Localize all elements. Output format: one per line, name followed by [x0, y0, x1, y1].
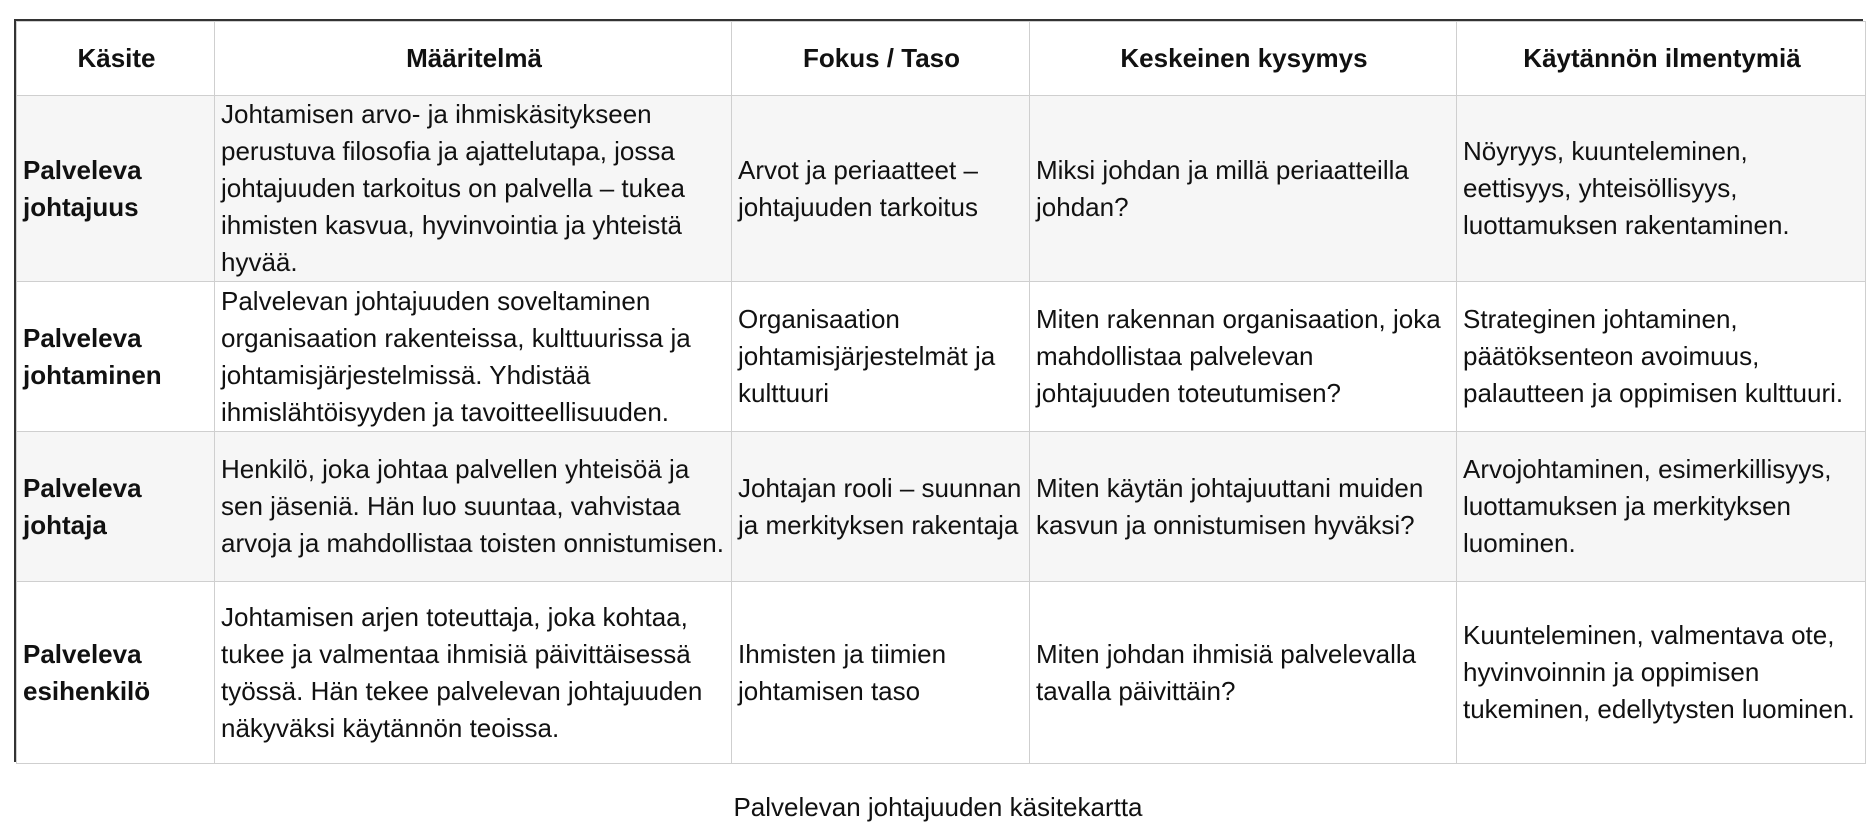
header-term: Käsite [17, 22, 215, 96]
cell-focus: Arvot ja periaatteet – johtajuuden tarkoitus [732, 96, 1030, 282]
header-focus: Fokus / Taso [732, 22, 1030, 96]
table-row [17, 582, 1866, 764]
cell-question: Miksi johdan ja millä periaatteilla johdan? [1030, 96, 1457, 282]
table-header-row [17, 22, 1866, 96]
cell-focus: Johtajan rooli – suunnan ja merkityksen rakentaja [732, 432, 1030, 582]
cell-practice: Strateginen johtaminen, päätöksenteon avoimuus, palautteen ja oppimisen kulttuuri. [1457, 282, 1866, 432]
table-caption: Palvelevan johtajuuden käsitekartta [733, 792, 1143, 822]
cell-term: Palveleva johtaminen [17, 282, 215, 432]
cell-practice: Arvojohtaminen, esimerkillisyys, luottamuksen ja merkityksen luominen. [1457, 432, 1866, 582]
cell-definition: Palvelevan johtajuuden soveltaminen organisaation rakenteissa, kulttuurissa ja johtamisjärjestelmissä. Yhdistää ihmislähtöisyyden ja tavoitteellisuuden. [215, 282, 732, 432]
cell-question: Miten johdan ihmisiä palvelevalla tavalla päivittäin? [1030, 582, 1457, 764]
cell-question: Miten käytän johtajuuttani muiden kasvun ja onnistumisen hyväksi? [1030, 432, 1457, 582]
cell-term: Palveleva johtaja [17, 432, 215, 582]
cell-definition: Johtamisen arvo- ja ihmiskäsitykseen perustuva filosofia ja ajattelutapa, jossa johtajuuden tarkoitus on palvella – tukea ihmisten kasvua, hyvinvointia ja yhteistä hyvää. [215, 96, 732, 282]
table-row [17, 282, 1866, 432]
cell-focus: Organisaation johtamisjärjestelmät ja kulttuuri [732, 282, 1030, 432]
cell-question: Miten rakennan organisaation, joka mahdollistaa palvelevan johtajuuden toteutumisen? [1030, 282, 1457, 432]
cell-definition: Henkilö, joka johtaa palvellen yhteisöä ja sen jäseniä. Hän luo suuntaa, vahvistaa arvoja ja mahdollistaa toisten onnistumisen. [215, 432, 732, 582]
header-question: Keskeinen kysymys [1030, 22, 1457, 96]
table-row [17, 96, 1866, 282]
header-practice: Käytännön ilmentymiä [1457, 22, 1866, 96]
cell-definition: Johtamisen arjen toteuttaja, joka kohtaa, tukee ja valmentaa ihmisiä päivittäisessä työssä. Hän tekee palvelevan johtajuuden näkyväksi käytännön teoissa. [215, 582, 732, 764]
cell-term: Palveleva johtajuus [17, 96, 215, 282]
cell-term: Palveleva esihenkilö [17, 582, 215, 764]
cell-practice: Nöyryys, kuunteleminen, eettisyys, yhteisöllisyys, luottamuksen rakentaminen. [1457, 96, 1866, 282]
cell-focus: Ihmisten ja tiimien johtamisen taso [732, 582, 1030, 764]
table-row [17, 432, 1866, 582]
concept-table [16, 21, 1866, 764]
cell-practice: Kuunteleminen, valmentava ote, hyvinvoinnin ja oppimisen tukeminen, edellytysten luominen. [1457, 582, 1866, 764]
header-definition: Määritelmä [215, 22, 732, 96]
concept-table-container [14, 19, 1863, 762]
